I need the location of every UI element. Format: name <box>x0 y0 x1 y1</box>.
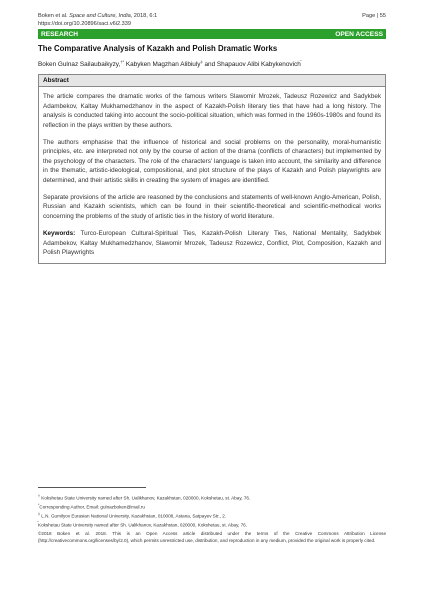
running-header <box>38 13 386 28</box>
footnote <box>38 520 386 529</box>
author-affiliation-mark: †* <box>120 59 125 65</box>
citation-suffix: 2018, 6:1 <box>133 13 158 19</box>
doi-link[interactable]: https://doi.org/10.20896/saci.v6i2.339 <box>38 20 131 27</box>
footnote-text: L.N. Gumilyov Eurasian National University, Kazakhstan, 010008, Astana, Satpayev Str., 2. <box>41 513 227 519</box>
abstract-paragraph: The article compares the dramatic works of the famous writers Slawomir Mrozek, Tadeusz Rozewicz and Sadykbek Adambekov, Kaltay Mukhamedzhanov in the aspect of Kazakh-Polish literary ties that have had a long history. The analysis is conducted taking into account the socio-political situation, which was formed in the 1960s-1980s and found its reflection in the plays written by these authors. <box>43 93 381 129</box>
author-name: and Shapauov Alibi Kabykenovich <box>202 61 301 69</box>
footnotes <box>38 493 386 545</box>
author-list <box>38 59 386 68</box>
keywords-list: Turco-European Cultural-Spiritual Ties, Kazakh-Polish Literary Ties, National Mentality, Sadykbek Adambekov, Kaltay Mukhamedzhanov, Slawomir Mrozek, Tadeusz Rozewicz, Conflict, Plot, Composition, Kazakh and Polish Playwrights <box>43 230 382 256</box>
license-statement: ©2018 Boken et al. 2018. This is an Open Access article distributed under the terms of the Creative Commons Attribution License (http://creativecommons.org/licenses/by/2.0), which permits unrestricted use, distribution, and reproduction in any medium, provided the original work is properly cited. <box>38 530 386 544</box>
keywords-label: Keywords: <box>43 230 76 238</box>
footnote-mark: ‡ <box>38 512 40 517</box>
footnote-divider <box>38 487 146 488</box>
banner-research-label: RESEARCH <box>41 30 79 38</box>
journal-name: Space and Culture, India <box>69 13 131 19</box>
abstract-paragraph: The authors emphasise that the influence of historical and social problems on the personality, moral-humanistic principles, etc. are interpreted not only by the course of action of the drama (conflicts of characters) but implemented by the psychology of the characters. The role of the characters' language is taken into account, the similarity and difference in the thematic, artistic-ideological, compositional, and plot structure of the plays of Kazakh and Polish playwrights are determined, and their artistic skills in creating the system of images are identified. <box>43 138 381 184</box>
footnote-mark: † <box>38 494 40 498</box>
abstract-box <box>38 74 386 264</box>
author-affiliation-mark: ‡ <box>200 59 203 65</box>
abstract-body <box>39 87 385 263</box>
footnote-text: Kokshetau State University named after Sh. Ualikhanov, Kazakhstan, 020000, Kokshetau, st. Abay, 76. <box>41 495 251 501</box>
abstract-paragraph: Separate provisions of the article are reasoned by the conclusions and statements of well-known Anglo-American, Polish, Russian and Kazakh scientists, which can be found in their scientific-theoretical and scientific-methodical works concerning the problems of the study of artistic ties in the history of world literature. <box>43 193 381 220</box>
footnote-text: Corresponding Author, Email: gulnazboken@mail.ru <box>39 504 145 510</box>
footnote-mark: * <box>38 503 40 508</box>
citation-line: Boken et al. Space and Culture, India, 2018, 6:1 <box>38 13 158 19</box>
article-title: The Comparative Analysis of Kazakh and Polish Dramatic Works <box>38 44 278 54</box>
citation-prefix: Boken et al. <box>38 13 68 19</box>
page-number: Page | 55 <box>362 13 386 19</box>
page <box>38 13 386 264</box>
section-banner <box>38 29 386 39</box>
author-name: Kabyken Magzhan Alibiuly <box>124 61 201 69</box>
keywords <box>43 229 381 257</box>
banner-open-access-label: OPEN ACCESS <box>335 30 383 38</box>
footnote <box>38 493 386 502</box>
abstract-heading: Abstract <box>39 75 385 87</box>
author-name: Boken Gulnaz Sailaubaikyzy, <box>38 61 121 69</box>
footnote <box>38 511 386 520</box>
footnote <box>38 502 386 511</box>
footnote-text: Kokshetau State University named after Sh. Ualikhanov, Kazakhstan, 020000, Kokshetau, st. Abay, 76. <box>38 522 247 528</box>
